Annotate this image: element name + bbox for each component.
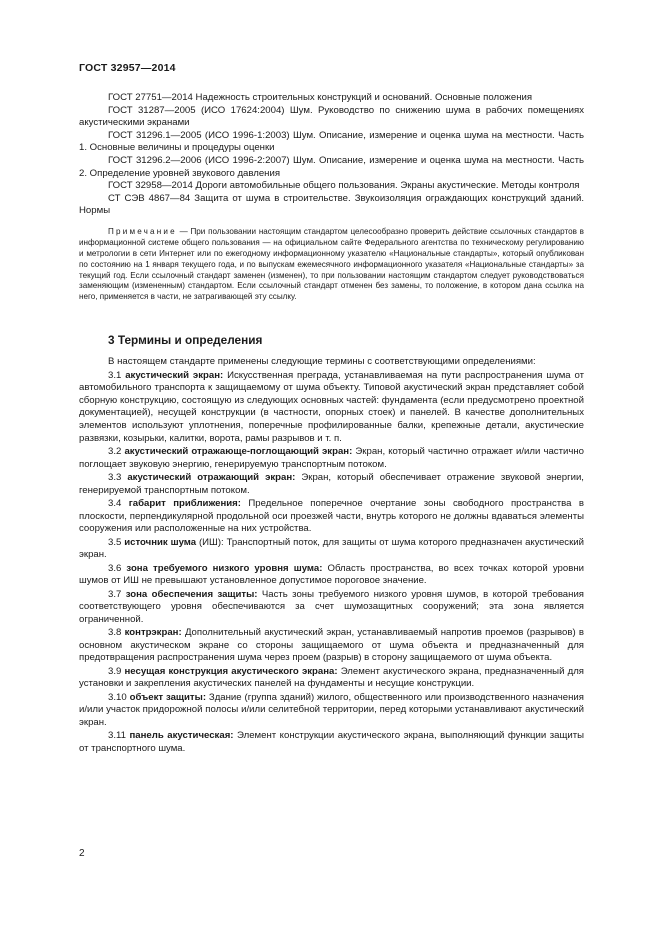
section-title: 3 Термины и определения xyxy=(108,333,263,348)
term-definition xyxy=(79,563,584,588)
page-number: 2 xyxy=(79,848,85,859)
term-number: 3.8 xyxy=(108,627,122,639)
normative-references xyxy=(79,92,584,218)
term-name: акустический экран: xyxy=(125,369,224,381)
term-number: 3.3 xyxy=(108,472,122,484)
term-name: зона требуемого низкого уровня шума: xyxy=(126,562,323,574)
term-number: 3.4 xyxy=(108,498,122,509)
term-definition xyxy=(79,730,584,755)
term-definition xyxy=(79,666,584,691)
term-text: Дополнительный акустический экран, устанавливаемый напротив проемов (разрывов) в основном акустическом экране со стороны защищаемого от шума объекта и предназначенный для предотвращения распространения шума через проем (разрыв) в сторону защищаемого от шума объекта. xyxy=(79,627,585,664)
note-text: — При пользовании настоящим стандартом целесообразно проверить действие ссылочных стандартов в информационной системе общего пользования — на официальном сайте Федерального агентства по техническому регулированию и метрологии в сети Интернет или по ежегодному информационному указателю «Национальные стандарты», который опубликован по состоянию на 1 января текущего года, и по выпускам ежемесячного информационного указателя «Национальные стандарты» за текущий год. Если ссылочный стандарт заменен (изменен), то при пользовании настоящим стандартом следует руководствоваться заменяющим (измененным) стандартом. Если ссылочный стандарт отменен без замены, то положение, в котором дана ссылка на него, применяется в части, не затрагивающей эту ссылку. xyxy=(79,226,584,302)
term-definition xyxy=(79,472,584,497)
term-name: контрэкран: xyxy=(124,627,182,639)
reference-item: ГОСТ 32958—2014 Дороги автомобильные общего пользования. Экраны акустические. Методы контроля xyxy=(108,180,580,192)
term-text: (ИШ): Транспортный поток, для защиты от шума которого предназначен акустический экран. xyxy=(79,536,584,561)
page-header: ГОСТ 32957—2014 xyxy=(79,62,176,74)
reference-item: ГОСТ 31287—2005 (ИСО 17624:2004) Шум. Руководство по снижению шума в рабочих помещениях акустическими экранами xyxy=(79,104,584,129)
term-text: Часть зоны требуемого низкого уровня шумов, в которой требования соответствующего уровня обеспечиваются за счет шумозащитных сооружений; эта зона является ограниченной. xyxy=(79,588,584,625)
term-name: панель акустическая: xyxy=(129,730,234,742)
term-number: 3.5 xyxy=(108,536,122,548)
term-definition xyxy=(79,498,584,536)
term-definition xyxy=(79,537,584,562)
term-definition xyxy=(79,446,584,471)
term-definition xyxy=(79,589,584,627)
term-name: габарит приближения: xyxy=(128,498,241,509)
term-text: Предельное поперечное очертание зоны свободного пространства в плоскости, перпендикулярной продольной оси проезжей части, внутрь которого не должны вдаваться элементы сооружения или расположенные на них устройства. xyxy=(79,498,584,535)
term-text: Экран, который частично отражает и/или частично поглощает звуковую энергию, генерируемую транспортным потоком. xyxy=(79,446,584,470)
term-name: несущая конструкция акустического экрана: xyxy=(124,665,338,677)
page-content xyxy=(79,92,584,756)
section-intro: В настоящем стандарте применены следующие термины с соответствующими определениями: xyxy=(108,356,536,368)
reference-item: ГОСТ 27751—2014 Надежность строительных конструкций и оснований. Основные положения xyxy=(108,92,533,103)
note-paragraph xyxy=(79,227,584,303)
term-name: источник шума xyxy=(124,536,197,548)
term-text: Область пространства, во всех точках которой уровни шумов от ИШ не превышают установленное допустимое пороговое значение. xyxy=(79,562,584,587)
term-number: 3.6 xyxy=(108,562,122,574)
term-number: 3.10 xyxy=(108,691,127,703)
term-number: 3.9 xyxy=(108,665,122,677)
term-text: Экран, который обеспечивает отражение звуковой энергии, генерируемой транспортным потоком. xyxy=(79,472,584,496)
term-definition xyxy=(79,627,584,665)
term-text: Элемент конструкции акустического экрана, выполняющий функции защиты от транспортного шума. xyxy=(79,730,584,754)
term-name: акустический отражающий экран: xyxy=(127,472,296,484)
note-label: Примечание xyxy=(108,226,177,236)
term-number: 3.7 xyxy=(108,588,122,600)
term-name: зона обеспечения защиты: xyxy=(125,588,258,600)
terms-list xyxy=(79,356,584,755)
term-definition xyxy=(79,370,584,446)
term-text: Искусственная преграда, устанавливаемая на пути распространения шума от автомобильного транспорта к защищаемому от шума объекту. Типовой акустический экран представляет собой сборную конструкцию, состоящую из следующих основных частей: фундамента (если предусмотрено проектной документацией), несущей конструкции (в частности, опорных стоек) и панелей. В качестве дополнительных элементов используют уплотнения, поперечные профилированные балки, крепежные детали, акустические развязки, козырьки, калитки, ворота, рамы разрывов и т. п. xyxy=(79,369,585,444)
reference-item: СТ СЭВ 4867—84 Защита от шума в строительстве. Звукоизоляция ограждающих конструкций зданий. Нормы xyxy=(79,192,584,217)
term-definition xyxy=(79,692,584,730)
term-name: акустический отражающе-поглощающий экран: xyxy=(124,446,353,458)
reference-item: ГОСТ 31296.1—2005 (ИСО 1996-1:2003) Шум. Описание, измерение и оценка шума на местности. Часть 1. Основные величины и процедуры оценки xyxy=(79,129,584,154)
term-number: 3.2 xyxy=(108,446,122,458)
term-number: 3.11 xyxy=(108,730,126,742)
term-name: объект защиты: xyxy=(129,691,207,703)
term-text: Здание (группа зданий) жилого, общественного или производственного назначения и/или участок придорожной полосы и/или селитебной территории, перед которыми устанавливают акустический экран. xyxy=(79,691,584,728)
term-number: 3.1 xyxy=(108,369,122,381)
reference-item: ГОСТ 31296.2—2006 (ИСО 1996-2:2007) Шум. Описание, измерение и оценка шума на местности. Часть 2. Определение уровней звукового давления xyxy=(79,154,584,179)
term-text: Элемент акустического экрана, предназначенный для установки и закрепления акустических панелей на фундаменты и несущие конструкции. xyxy=(79,665,584,690)
